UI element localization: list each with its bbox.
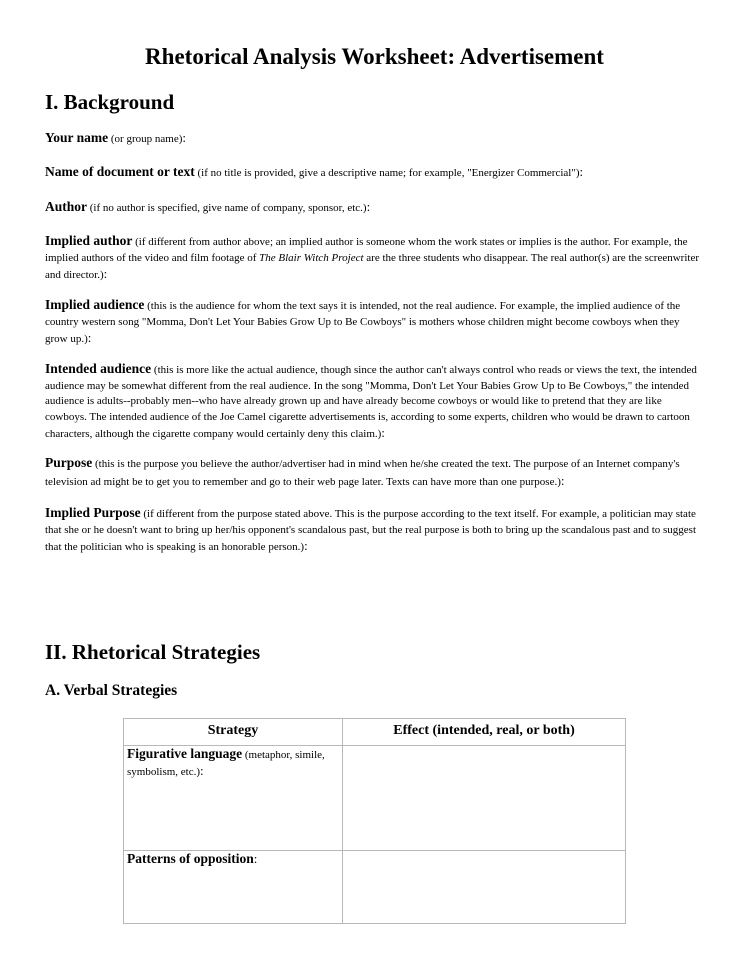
field-colon: : xyxy=(560,472,565,488)
strategy-label: Figurative language xyxy=(127,746,243,761)
field-note: (if different from author above; an implied author is someone whom the work states or implies is the author. For example, the implied authors of the video and film footage of xyxy=(45,236,688,264)
strategy-label: Patterns of opposition xyxy=(127,851,254,866)
field-implied-author xyxy=(45,233,700,284)
field-label: Your name xyxy=(45,130,109,145)
field-intended-audience xyxy=(45,361,700,443)
field-colon: : xyxy=(579,164,584,179)
field-label: Implied audience xyxy=(45,297,145,312)
effect-cell[interactable] xyxy=(343,746,626,851)
strategy-cell-patterns-of-opposition xyxy=(124,851,343,924)
field-colon: : xyxy=(87,330,92,345)
verbal-strategies-heading: A. Verbal Strategies xyxy=(45,682,178,699)
effect-cell[interactable] xyxy=(343,851,626,924)
strategy-note: (metaphor, simile, symbolism, etc.) xyxy=(127,749,325,778)
table-row xyxy=(124,746,626,851)
field-label: Implied Purpose xyxy=(45,505,141,520)
table-row xyxy=(124,851,626,924)
field-colon: : xyxy=(182,130,186,145)
field-label: Purpose xyxy=(45,455,93,470)
field-colon: : xyxy=(381,425,385,440)
field-implied-audience xyxy=(45,297,700,348)
field-label: Implied author xyxy=(45,233,133,248)
strategy-colon: : xyxy=(200,763,204,778)
field-note: (this is the purpose you believe the author/advertiser had in mind when he/she created the text. The purpose of an Internet company's television ad might be to get you to remember and go to their web page later. Texts can have more than one purpose.) xyxy=(45,458,680,488)
field-label: Name of document or text xyxy=(45,164,195,179)
field-label: Author xyxy=(45,199,88,214)
field-note: (or group name) xyxy=(108,133,183,145)
section-background-heading: I. Background xyxy=(45,90,175,114)
field-note-title: The Blair Witch Project xyxy=(259,251,364,264)
field-note: (this is more like the actual audience, though since the author can't always control who reads or views the text, the intended audience may be somewhat different from the real audience. In the song "Momma, Don't Let Your Babies Grow Up to Be Cowboys," the intended audience is adults--probably men--who have already grown up and have already become cowboys or would like to pretend that they are like cowboys. The intended audience of the Joe Camel cigarette advertisements is, according to some experts, children who would be drawn to cartoon characters, although the cigarette company would certainly deny this claim.) xyxy=(45,364,697,440)
field-document-name xyxy=(45,164,700,182)
section-strategies-heading: II. Rhetorical Strategies xyxy=(45,640,261,664)
field-note: (this is the audience for whom the text says it is intended, not the real audience. For example, the implied audience of the country western song "Momma, Don't Let Your Babies Grow Up to Be Cowboys" is mothers whose children might become cowboys when they grow up.) xyxy=(45,300,681,345)
field-label: Intended audience xyxy=(45,361,152,376)
field-your-name xyxy=(45,130,700,148)
field-note: (if no title is provided, give a descriptive name; for example, "Energizer Commercial") xyxy=(194,167,580,179)
field-colon: : xyxy=(366,199,371,214)
page-title: Rhetorical Analysis Worksheet: Advertisement xyxy=(145,44,604,69)
strategies-table xyxy=(123,718,626,924)
field-purpose xyxy=(45,455,700,490)
table-header-row xyxy=(124,719,626,746)
field-note: are the three students who disappear. The real author(s) are the screenwriter and director.) xyxy=(45,251,699,281)
field-note: (if different from the purpose stated above. This is the purpose according to the text itself. For example, a politician may state that she or he doesn't want to bring up her/his opponent's scandalous past, but the real purpose is both to bring up the scandalous past and to suggest that the politician who is speaking is an honorable person.) xyxy=(45,508,697,553)
field-colon: : xyxy=(103,266,108,281)
column-header-effect: Effect (intended, real, or both) xyxy=(343,719,626,746)
field-implied-purpose xyxy=(45,505,700,556)
field-author xyxy=(45,199,700,217)
field-colon: : xyxy=(304,538,308,553)
strategy-cell-figurative-language xyxy=(124,746,343,851)
column-header-strategy: Strategy xyxy=(124,719,343,746)
field-note: (if no author is specified, give name of company, sponsor, etc.) xyxy=(87,202,367,214)
strategy-colon: : xyxy=(253,851,258,866)
